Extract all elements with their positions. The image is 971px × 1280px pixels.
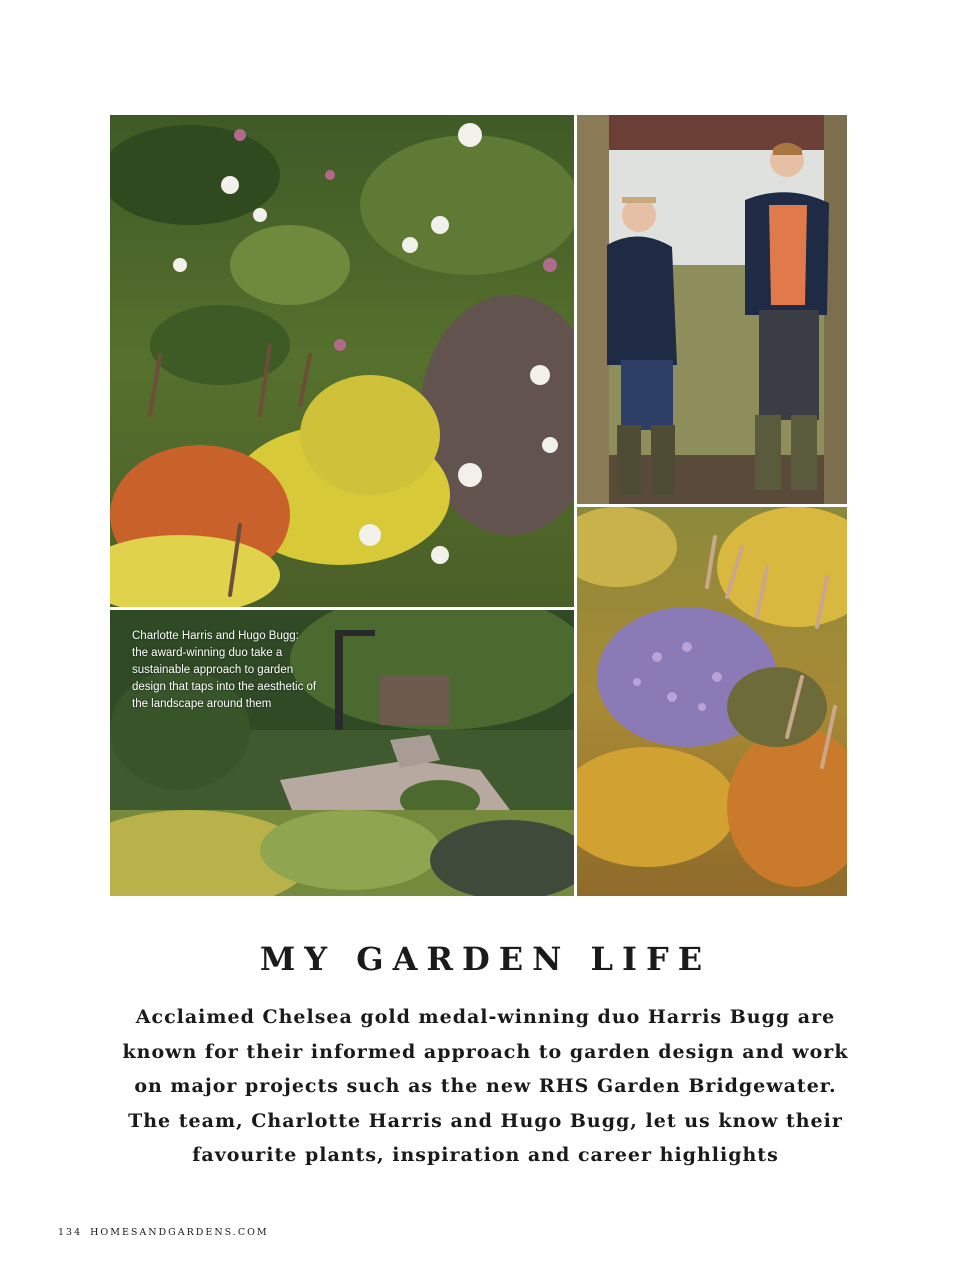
- photo-caption: Charlotte Harris and Hugo Bugg: the award-winning duo take a sustainable approach to garden design that taps into the aesthetic of the landscape around them: [132, 630, 317, 710]
- folio: [58, 1227, 269, 1238]
- ornamental-grasses-photo: [577, 507, 847, 896]
- page-number: 134: [58, 1227, 83, 1238]
- site-url: HOMESANDGARDENS.COM: [90, 1227, 269, 1238]
- planting-border-photo: [110, 115, 574, 607]
- standfirst: Acclaimed Chelsea gold medal-winning duo Harris Bugg are known for their informed approach to garden design and work on major projects such as the new RHS Garden Bridgewater. The team, Charlotte Harris and Hugo Bugg, let us know their favourite plants, inspiration and career highlights: [122, 1006, 849, 1166]
- designers-portrait-photo: [577, 115, 847, 504]
- headline: MY GARDEN LIFE: [259, 940, 712, 978]
